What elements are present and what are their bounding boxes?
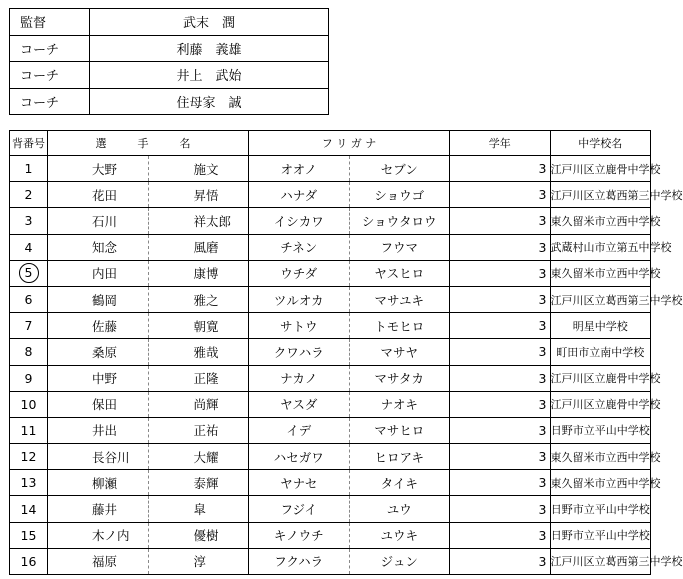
staff-role: コーチ [10, 88, 90, 115]
player-number-text: 12 [20, 449, 37, 465]
player-number [10, 234, 48, 260]
player-number [10, 548, 48, 574]
player-number-text: 6 [24, 292, 33, 308]
player-school: 江戸川区立鹿骨中学校 [550, 391, 651, 417]
player-given-name: 泰輝 [148, 470, 249, 496]
player-grade: 3 [450, 496, 551, 522]
player-number-text: 8 [24, 344, 33, 360]
player-number-text: 9 [24, 370, 33, 386]
player-school: 東久留米市立西中学校 [550, 208, 651, 234]
player-row [10, 522, 651, 548]
player-grade: 3 [450, 208, 551, 234]
player-kana-given: マサタカ [349, 365, 450, 391]
player-number [10, 182, 48, 208]
player-surname: 花田 [48, 182, 149, 208]
player-given-name: 施文 [148, 156, 249, 182]
player-grade: 3 [450, 548, 551, 574]
player-number [10, 313, 48, 339]
player-row [10, 339, 651, 365]
staff-name: 井上 武始 [90, 62, 329, 89]
player-row [10, 234, 651, 260]
player-school: 江戸川区立鹿骨中学校 [550, 156, 651, 182]
player-kana-given: マサヤ [349, 339, 450, 365]
player-number [10, 496, 48, 522]
player-given-name: 淳 [148, 548, 249, 574]
player-kana-surname: クワハラ [249, 339, 350, 365]
player-number-text: 13 [20, 475, 37, 491]
header-school: 中学校名 [550, 131, 651, 156]
player-grade: 3 [450, 417, 551, 443]
player-row [10, 391, 651, 417]
player-kana-given: セブン [349, 156, 450, 182]
player-row [10, 417, 651, 443]
player-kana-given: ナオキ [349, 391, 450, 417]
player-row [10, 260, 651, 286]
player-given-name: 正隆 [148, 365, 249, 391]
player-given-name: 皐 [148, 496, 249, 522]
player-grade: 3 [450, 286, 551, 312]
player-kana-surname: フジイ [249, 496, 350, 522]
player-kana-surname: ナカノ [249, 365, 350, 391]
player-kana-surname: イシカワ [249, 208, 350, 234]
player-grade: 3 [450, 260, 551, 286]
player-kana-given: タイキ [349, 470, 450, 496]
player-number [10, 339, 48, 365]
player-school: 日野市立平山中学校 [550, 496, 651, 522]
player-school: 江戸川区立葛西第三中学校 [550, 286, 651, 312]
player-given-name: 祥太郎 [148, 208, 249, 234]
staff-name: 住母家 誠 [90, 88, 329, 115]
player-given-name: 昇悟 [148, 182, 249, 208]
player-row [10, 182, 651, 208]
player-row [10, 286, 651, 312]
header-player-name-text: 選 手 名 [95, 137, 201, 150]
player-kana-given: ジュン [349, 548, 450, 574]
player-grade: 3 [450, 234, 551, 260]
player-number-text: 10 [20, 396, 37, 412]
header-player-name [48, 131, 249, 156]
player-school: 日野市立平山中学校 [550, 417, 651, 443]
staff-name: 利藤 義雄 [90, 35, 329, 62]
player-school: 江戸川区立葛西第三中学校 [550, 548, 651, 574]
player-grade: 3 [450, 391, 551, 417]
player-school: 東久留米市立西中学校 [550, 470, 651, 496]
player-school: 武蔵村山市立第五中学校 [550, 234, 651, 260]
player-given-name: 風磨 [148, 234, 249, 260]
roster-header-row [10, 131, 651, 156]
player-school: 東久留米市立西中学校 [550, 260, 651, 286]
player-kana-given: ショウタロウ [349, 208, 450, 234]
staff-row [10, 9, 329, 36]
staff-name: 武末 潤 [90, 9, 329, 36]
player-row [10, 470, 651, 496]
roster-body [10, 156, 683, 575]
player-number [10, 260, 48, 286]
player-surname: 中野 [48, 365, 149, 391]
player-number-text: 15 [20, 527, 37, 543]
player-grade: 3 [450, 522, 551, 548]
player-surname: 木ノ内 [48, 522, 149, 548]
staff-row [10, 88, 329, 115]
player-kana-given: マサユキ [349, 286, 450, 312]
player-row [10, 444, 651, 470]
player-number [10, 365, 48, 391]
player-surname: 保田 [48, 391, 149, 417]
player-surname: 井出 [48, 417, 149, 443]
player-kana-surname: キノウチ [249, 522, 350, 548]
header-furigana: フ リ ガ ナ [249, 131, 450, 156]
player-number-text: 3 [24, 213, 33, 229]
player-surname: 石川 [48, 208, 149, 234]
player-school: 町田市立南中学校 [550, 339, 651, 365]
player-kana-surname: ハナダ [249, 182, 350, 208]
player-kana-surname: ウチダ [249, 260, 350, 286]
staff-role: コーチ [10, 62, 90, 89]
player-given-name: 大耀 [148, 444, 249, 470]
player-number-text: 16 [20, 553, 37, 569]
player-kana-given: ユウキ [349, 522, 450, 548]
player-grade: 3 [450, 182, 551, 208]
player-row [10, 496, 651, 522]
player-school: 東久留米市立西中学校 [550, 444, 651, 470]
staff-row [10, 35, 329, 62]
player-surname: 内田 [48, 260, 149, 286]
player-kana-surname: サトウ [249, 313, 350, 339]
player-surname: 長谷川 [48, 444, 149, 470]
player-number-text: 4 [24, 239, 33, 255]
player-kana-given: ヒロアキ [349, 444, 450, 470]
player-given-name: 尚輝 [148, 391, 249, 417]
player-given-name: 雅之 [148, 286, 249, 312]
player-number-text: 11 [20, 422, 37, 438]
player-kana-given: トモヒロ [349, 313, 450, 339]
player-given-name: 優樹 [148, 522, 249, 548]
player-surname: 鶴岡 [48, 286, 149, 312]
staff-table-body [10, 9, 329, 115]
player-number-text: 2 [24, 187, 33, 203]
player-surname: 桑原 [48, 339, 149, 365]
player-kana-surname: ヤスダ [249, 391, 350, 417]
player-grade: 3 [450, 339, 551, 365]
player-row [10, 365, 651, 391]
roster-header [10, 131, 651, 156]
player-kana-given: フウマ [349, 234, 450, 260]
player-kana-surname: ツルオカ [249, 286, 350, 312]
player-number [10, 156, 48, 182]
player-number [10, 208, 48, 234]
player-number [10, 286, 48, 312]
header-grade: 学年 [450, 131, 551, 156]
player-kana-surname: フクハラ [249, 548, 350, 574]
player-grade: 3 [450, 156, 551, 182]
player-number [10, 444, 48, 470]
player-given-name: 康博 [148, 260, 249, 286]
player-given-name: 正祐 [148, 417, 249, 443]
player-kana-given: マサヒロ [349, 417, 450, 443]
player-number-text: 14 [20, 501, 37, 517]
player-kana-surname: オオノ [249, 156, 350, 182]
player-given-name: 雅哉 [148, 339, 249, 365]
player-number [10, 417, 48, 443]
player-row [10, 156, 651, 182]
player-surname: 柳瀬 [48, 470, 149, 496]
player-school: 江戸川区立葛西第三中学校 [550, 182, 651, 208]
player-number [10, 522, 48, 548]
player-row [10, 208, 651, 234]
staff-row [10, 62, 329, 89]
staff-role: コーチ [10, 35, 90, 62]
player-school: 江戸川区立鹿骨中学校 [550, 365, 651, 391]
player-row [10, 548, 651, 574]
staff-role: 監督 [10, 9, 90, 36]
player-grade: 3 [450, 365, 551, 391]
player-kana-surname: ヤナセ [249, 470, 350, 496]
player-kana-given: ショウゴ [349, 182, 450, 208]
player-grade: 3 [450, 444, 551, 470]
player-kana-surname: イデ [249, 417, 350, 443]
player-surname: 藤井 [48, 496, 149, 522]
player-kana-surname: ハセガワ [249, 444, 350, 470]
player-grade: 3 [450, 313, 551, 339]
player-number [10, 470, 48, 496]
player-surname: 知念 [48, 234, 149, 260]
player-school: 明星中学校 [550, 313, 651, 339]
roster-table [9, 130, 683, 575]
player-surname: 福原 [48, 548, 149, 574]
player-kana-given: ユウ [349, 496, 450, 522]
player-number-text: 7 [24, 318, 33, 334]
player-surname: 大野 [48, 156, 149, 182]
player-kana-surname: チネン [249, 234, 350, 260]
player-given-name: 朝寛 [148, 313, 249, 339]
player-school: 日野市立平山中学校 [550, 522, 651, 548]
player-kana-given: ヤスヒロ [349, 260, 450, 286]
header-number: 背番号 [10, 131, 48, 156]
captain-circle: 5 [19, 263, 39, 283]
player-surname: 佐藤 [48, 313, 149, 339]
staff-table [9, 8, 329, 115]
player-row [10, 313, 651, 339]
player-grade: 3 [450, 470, 551, 496]
player-number [10, 391, 48, 417]
player-number-text: 1 [24, 161, 33, 177]
